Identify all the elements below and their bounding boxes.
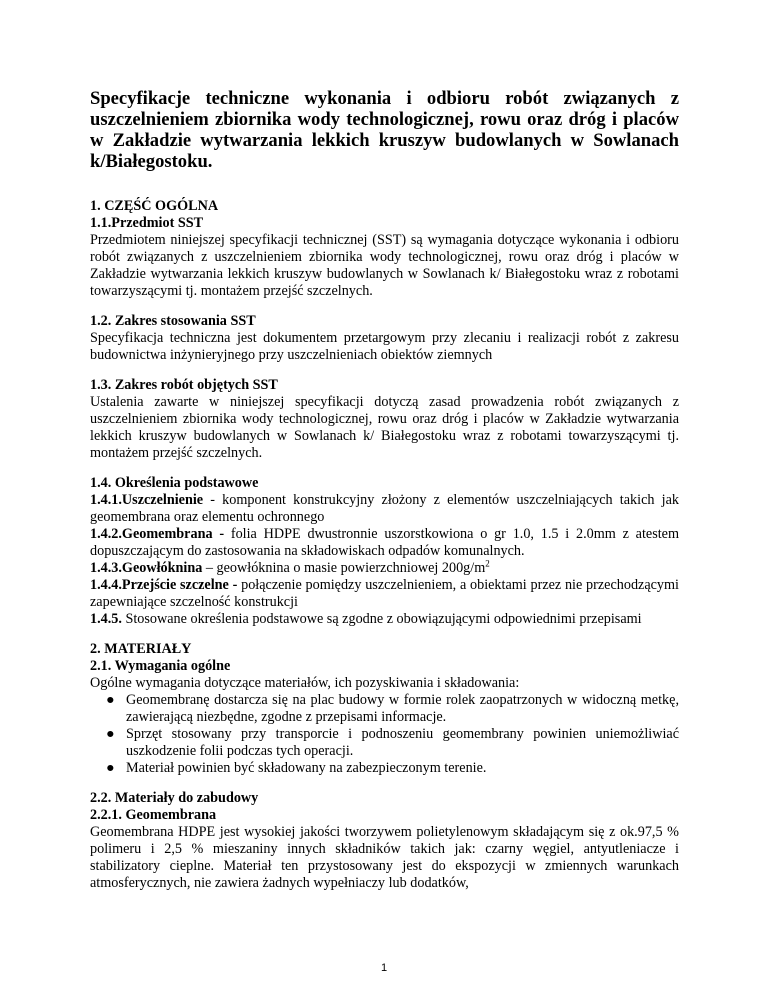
definition-text: - komponent konstrukcyjny złożony z elementów uszczelniających takich jak geomembrana oraz elementu ochronnego bbox=[90, 492, 679, 525]
section-1-2-text: Specyfikacja techniczna jest dokumentem przetargowym przy zlecaniu i realizacji robót z zakresu budownictwa inżynieryjnego przy uszczelnieniach obiektów ziemnych bbox=[90, 330, 679, 363]
requirements-list bbox=[90, 692, 679, 777]
superscript: 2 bbox=[485, 558, 490, 569]
definition-1-4-4 bbox=[90, 577, 679, 611]
section-2-1-intro: Ogólne wymagania dotyczące materiałów, ich pozyskiwania i składowania: bbox=[90, 675, 520, 691]
definition-term: 1.4.1.Uszczelnienie bbox=[90, 492, 204, 508]
section-2-heading: 2. MATERIAŁY bbox=[90, 641, 192, 657]
definition-1-4-2 bbox=[90, 526, 679, 560]
list-item bbox=[106, 692, 679, 726]
section-1-3-heading: 1.3. Zakres robót objętych SST bbox=[90, 377, 278, 393]
section-2-2-1-text: Geomembrana HDPE jest wysokiej jakości tworzywem polietylenowym składającym się z ok.97,5 % polimeru i 2,5 % mieszaniny innych składników takich jak: czarny węgiel, antyutleniacze i stabilizatory cieplne. Materiał ten przystosowany jest do ekspozycji w zmiennych warunkach atmosferycznych, nie zawiera żadnych wypełniaczy lub dodatków, bbox=[90, 824, 679, 891]
list-item-text: Geomembranę dostarcza się na plac budowy w formie rolek zaopatrzonych w widoczną metkę, zawierającą niezbędne, zgodne z przepisami informacje. bbox=[126, 692, 679, 725]
page-number: 1 bbox=[380, 962, 388, 974]
definition-term: 1.4.2.Geomembrana - bbox=[90, 526, 225, 542]
bullet-icon: ● bbox=[106, 760, 115, 776]
definition-term: 1.4.5. bbox=[90, 611, 122, 627]
bullet-icon: ● bbox=[106, 692, 115, 708]
list-item bbox=[106, 726, 679, 760]
section-1-1-text: Przedmiotem niniejszej specyfikacji technicznej (SST) są wymagania dotyczące wykonania i odbioru robót związanych z uszczelnieniem zbiornika wody technologicznej, rowu oraz dróg i placów w Zakładzie wytwarzania lekkich kruszyw budowlanych w Sowlanach k/ Białegostoku wraz z robotami towarzyszącymi tj. montażem przejść szczelnych. bbox=[90, 232, 679, 299]
section-1-3-text: Ustalenia zawarte w niniejszej specyfikacji dotyczą zasad prowadzenia robót związanych z uszczelnieniem zbiornika wody technologicznej, rowu oraz dróg i placów w Zakładzie wytwarzania lekkich kruszyw budowlanych w Sowlanach k/ Białegostoku wraz z robotami towarzyszącymi tj. montażem przejść szczelnych. bbox=[90, 394, 679, 461]
definition-term: 1.4.3.Geowłóknina bbox=[90, 560, 203, 576]
document-body bbox=[90, 88, 679, 892]
section-1-1-heading: 1.1.Przedmiot SST bbox=[90, 215, 204, 231]
section-1-2-heading: 1.2. Zakres stosowania SST bbox=[90, 313, 256, 329]
section-1-heading: 1. CZĘŚĆ OGÓLNA bbox=[90, 198, 219, 214]
section-2-2-heading: 2.2. Materiały do zabudowy bbox=[90, 790, 259, 806]
definition-1-4-5 bbox=[90, 611, 679, 628]
section-2-1-heading: 2.1. Wymagania ogólne bbox=[90, 658, 231, 674]
definition-text: połączenie pomiędzy uszczelnieniem, a obiektami przez nie przechodzącymi zapewniające szczelność konstrukcji bbox=[90, 577, 679, 610]
section-2-2-1-heading: 2.2.1. Geomembrana bbox=[90, 807, 217, 823]
section-1-4-heading: 1.4. Określenia podstawowe bbox=[90, 475, 259, 491]
definition-text: Stosowane określenia podstawowe są zgodne z obowiązującymi odpowiednimi przepisami bbox=[121, 611, 642, 627]
definition-1-4-3 bbox=[90, 560, 679, 577]
definition-1-4-1 bbox=[90, 492, 679, 526]
list-item bbox=[106, 760, 679, 777]
definition-text: folia HDPE dwustronnie uszorstkowiona o gr 1.0, 1.5 i 2.0mm z atestem dopuszczającym do zastosowania na składowiskach odpadów komunalnych. bbox=[90, 526, 679, 559]
definition-text: – geowłóknina o masie powierzchniowej 200g/m bbox=[202, 560, 486, 576]
bullet-icon: ● bbox=[106, 726, 115, 742]
definition-term: 1.4.4.Przejście szczelne - bbox=[90, 577, 238, 593]
list-item-text: Sprzęt stosowany przy transporcie i podnoszeniu geomembrany powinien uniemożliwiać uszkodzenie folii podczas tych operacji. bbox=[126, 726, 679, 759]
document-title: Specyfikacje techniczne wykonania i odbioru robót związanych z uszczelnieniem zbiornika wody technologicznej, rowu oraz dróg i placów w Zakładzie wytwarzania lekkich kruszyw budowlanych w Sowlanach k/Białegostoku. bbox=[90, 88, 679, 172]
list-item-text: Materiał powinien być składowany na zabezpieczonym terenie. bbox=[126, 760, 487, 776]
